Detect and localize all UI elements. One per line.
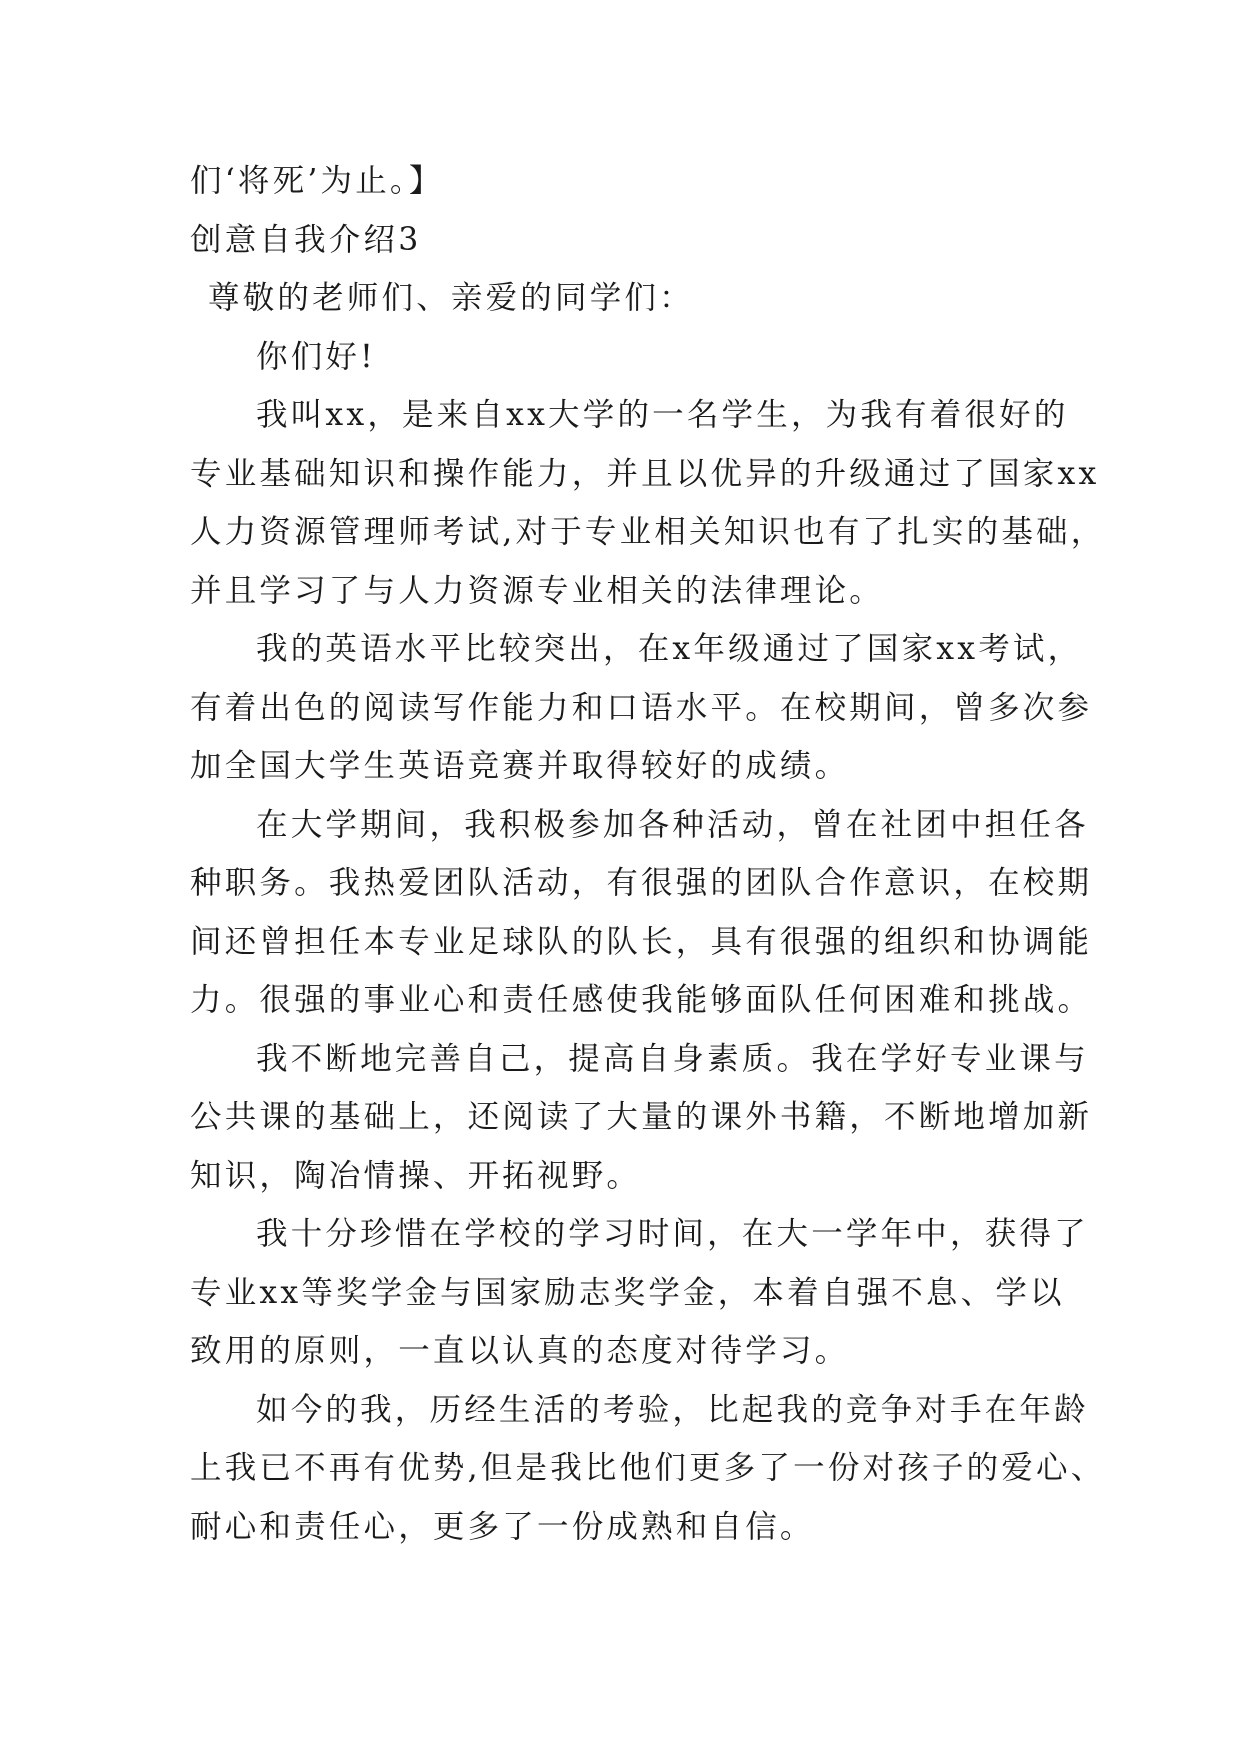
text-line: 耐心和责任心，更多了一份成熟和自信。	[190, 1508, 815, 1545]
text-line: 们‘将死’为止。】	[190, 163, 444, 199]
text-line: 并且学习了与人力资源专业相关的法律理论。	[190, 572, 885, 609]
text-line: 专业基础知识和操作能力，并且以优异的升级通过了国家xx	[190, 455, 1100, 492]
text-line: 间还曾担任本专业足球队的队长，具有很强的组织和协调能	[190, 923, 1093, 960]
paragraph-first-line: 我叫xx，是来自xx大学的一名学生，为我有着很好的	[256, 397, 1069, 433]
paragraph-first-line: 在大学期间，我积极参加各种活动，曾在社团中担任各	[256, 806, 1089, 843]
text-line: 专业xx等奖学金与国家励志奖学金，本着自强不息、学以	[190, 1274, 1065, 1311]
section-heading: 创意自我介绍3	[190, 221, 422, 258]
paragraph-first-line: 我不断地完善自己，提高自身素质。我在学好专业课与	[256, 1040, 1089, 1077]
text-line: 致用的原则，一直以认真的态度对待学习。	[190, 1333, 850, 1369]
text-line: 公共课的基础上，还阅读了大量的课外书籍，不断地增加新	[190, 1099, 1093, 1135]
text-line: 上我已不再有优势,但是我比他们更多了一份对孩子的爱心、	[190, 1450, 1106, 1486]
text-line: 加全国大学生英语竞赛并取得较好的成绩。	[190, 748, 850, 784]
text-line: 有着出色的阅读写作能力和口语水平。在校期间，曾多次参	[190, 689, 1093, 726]
text-line: 知识，陶冶情操、开拓视野。	[190, 1157, 642, 1194]
text-line: 力。很强的事业心和责任感使我能够面队任何困难和挑战。	[190, 982, 1093, 1018]
text-line: 人力资源管理师考试,对于专业相关知识也有了扎实的基础，	[190, 514, 1106, 550]
document-body	[190, 152, 1106, 1556]
paragraph-first-line: 我十分珍惜在学校的学习时间，在大一学年中，获得了	[256, 1216, 1089, 1252]
paragraph-first-line: 我的英语水平比较突出，在x年级通过了国家xx考试，	[256, 631, 1083, 667]
salutation-line: 尊敬的老师们、亲爱的同学们：	[208, 280, 694, 316]
paragraph-first-line: 如今的我，历经生活的考验，比起我的竞争对手在年龄	[256, 1391, 1089, 1428]
text-line: 种职务。我热爱团队活动，有很强的团队合作意识，在校期	[190, 865, 1093, 901]
greeting-line: 你们好!	[256, 338, 376, 375]
